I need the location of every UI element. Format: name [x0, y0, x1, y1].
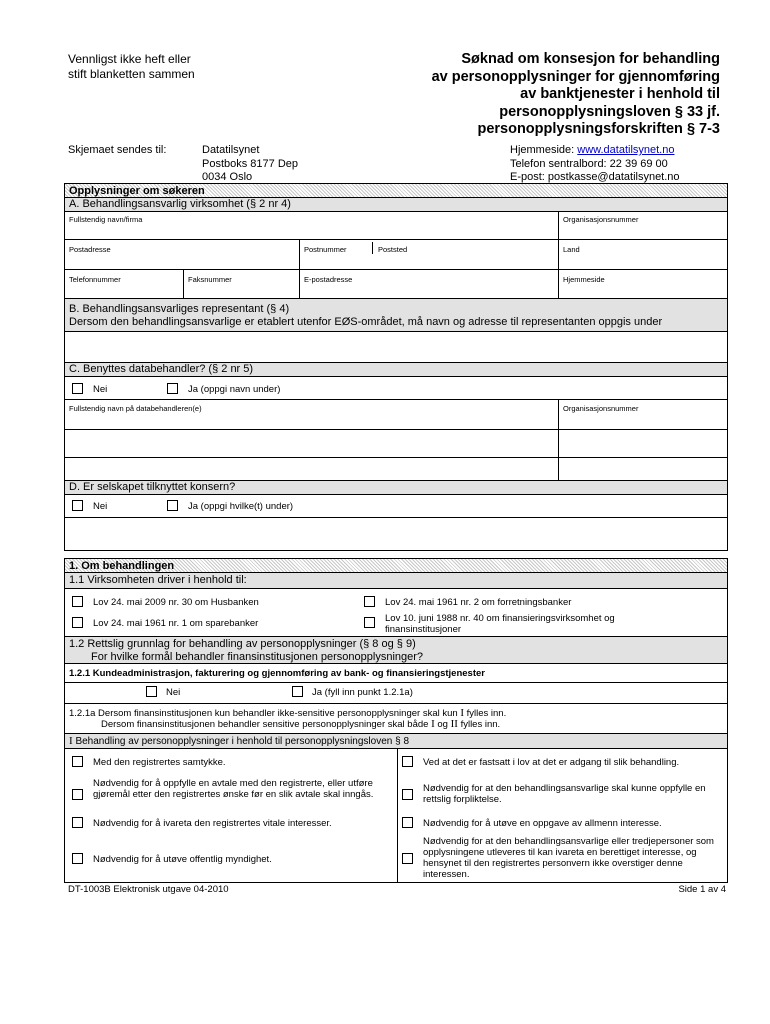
form-title-line: Søknad om konsesjon for behandling — [461, 51, 720, 67]
checkbox-c-no-label: Nei — [93, 384, 108, 395]
field-label-email: E-postadresse — [304, 275, 353, 284]
checkbox-121-yes[interactable] — [292, 686, 303, 697]
text: 1.2.1a Dersom finansinstitusjonen kun behandler ikke-sensitive personopplysninger skal kun — [69, 708, 458, 719]
send-to-label: Skjemaet sendes til: — [68, 144, 167, 156]
binding-notice-line: stift blanketten sammen — [68, 67, 195, 81]
field-label-poststed: Poststed — [378, 245, 408, 254]
option-public-authority: Nødvendig for å utøve offentlig myndighet. — [93, 854, 272, 865]
section-b-title: B. Behandlingsansvarliges representant (§ 4) — [69, 303, 290, 315]
form-title — [360, 51, 720, 139]
field-label-land: Land — [563, 245, 580, 254]
checkbox-d-yes[interactable] — [167, 500, 178, 511]
form-title-line: av personopplysninger for gjennomføring — [431, 68, 720, 85]
recipient-address — [202, 144, 298, 185]
law-husbanken-label: Lov 24. mai 2009 nr. 30 om Husbanken — [93, 597, 259, 608]
option-consent: Med den registrertes samtykke. — [93, 757, 226, 768]
form-id: DT-1003B Elektronisk utgave 04-2010 — [68, 884, 229, 895]
field-label-postaddr: Postadresse — [69, 245, 111, 254]
roman-numeral: I — [460, 707, 464, 719]
section-i-title: Behandling av personopplysninger i henhold til personopplysningsloven § 8 — [75, 736, 410, 747]
fax-input[interactable] — [184, 269, 298, 298]
option-by-law: Ved at det er fastsatt i lov at det er adgang til slik behandling. — [423, 757, 680, 768]
text: og — [437, 719, 448, 730]
checkbox-d-no[interactable] — [72, 500, 83, 511]
postaddr-input[interactable] — [65, 239, 298, 269]
checkbox-c-yes-label: Ja (oppgi navn under) — [188, 384, 281, 395]
field-label-processor-orgnr: Organisasjonsnummer — [563, 404, 639, 413]
applicant-section — [64, 183, 728, 551]
section-1-2-1-title: 1.2.1 Kundeadministrasjon, fakturering og gjennomføring av bank- og finansieringstjenester — [69, 668, 485, 679]
field-label-name: Fullstendig navn/firma — [69, 215, 143, 224]
checkbox-121-yes-label: Ja (fyll inn punkt 1.2.1a) — [312, 687, 413, 698]
checkbox-law-husbanken[interactable] — [72, 596, 83, 607]
orgnr-input[interactable] — [559, 212, 727, 239]
text: Dersom finansinstitusjonen behandler sensitive personopplysninger skal både — [101, 719, 429, 730]
homepage-label: Hjemmeside: — [510, 144, 575, 156]
section-1 — [64, 558, 728, 883]
section-d-title: D. Er selskapet tilknyttet konsern? — [65, 480, 727, 495]
checkbox-d-yes-label: Ja (oppgi hvilke(t) under) — [188, 501, 294, 512]
name-input[interactable] — [65, 212, 557, 239]
representative-input[interactable] — [65, 332, 727, 362]
option-vital-interests: Nødvendig for å ivareta den registrertes vitale interesser. — [93, 818, 332, 829]
law-sparebanker-label: Lov 24. mai 1961 nr. 1 om sparebanker — [93, 618, 259, 629]
option-legitimate-interest: Nødvendig for at den behandlingsansvarlige eller tredjepersoner som opplysningene utleveres til kan ivareta en berettiget interesse, og hensynet til den registrertes personvern ikke overstiger denne interessen. — [423, 836, 714, 880]
address-line: Datatilsynet — [202, 144, 260, 156]
option-public-interest: Nødvendig for å utøve en oppgave av allmenn interesse. — [423, 818, 662, 829]
divider — [65, 703, 727, 704]
divider — [65, 399, 727, 400]
checkbox-121-no-label: Nei — [166, 687, 181, 698]
checkbox-law-forretningsbanker[interactable] — [364, 596, 375, 607]
divider — [397, 749, 398, 882]
checkbox-legal-obligation[interactable] — [402, 789, 413, 800]
checkbox-law-finansiering[interactable] — [364, 617, 375, 628]
phone-input[interactable] — [65, 269, 182, 298]
land-input[interactable] — [559, 239, 727, 269]
section-1-2-1a-line2 — [101, 719, 500, 730]
section-1-2-title: 1.2 Rettslig grunnlag for behandling av personopplysninger (§ 8 og § 9) — [69, 638, 416, 650]
law-forretningsbanker-label: Lov 24. mai 1961 nr. 2 om forretningsbanker — [385, 597, 572, 608]
section-a-title: A. Behandlingsansvarlig virksomhet (§ 2 nr 4) — [65, 198, 727, 212]
roman-numeral: I — [69, 735, 73, 747]
field-label-processor-name: Fullstendig navn på databehandleren(e) — [69, 404, 202, 413]
homepage-input[interactable] — [559, 269, 727, 298]
processor-name-input-2[interactable] — [65, 457, 557, 480]
checkbox-public-interest[interactable] — [402, 817, 413, 828]
applicant-header: Opplysninger om søkeren — [65, 184, 727, 198]
section-1-header: 1. Om behandlingen — [65, 559, 727, 573]
homepage-row — [510, 144, 680, 158]
email-text: E-post: postkasse@datatilsynet.no — [510, 171, 680, 183]
roman-numeral: I — [431, 718, 435, 730]
checkbox-public-authority[interactable] — [72, 853, 83, 864]
text: fylles inn. — [466, 708, 507, 719]
group-companies-input[interactable] — [65, 517, 727, 550]
law-finansiering-label: Lov 10. juni 1988 nr. 40 om finansieringsvirksomhet og finansinstitusjoner — [385, 613, 615, 635]
section-1-2-header — [65, 636, 727, 664]
binding-notice-line: Vennligst ikke heft eller — [68, 52, 191, 66]
page-number: Side 1 av 4 — [678, 884, 726, 895]
field-label-homepage: Hjemmeside — [563, 275, 605, 284]
section-1-2-1a-line1 — [69, 708, 506, 719]
checkbox-121-no[interactable] — [146, 686, 157, 697]
field-label-orgnr: Organisasjonsnummer — [563, 215, 639, 224]
option-legal-obligation: Nødvendig for at den behandlingsansvarlige skal kunne oppfylle en rettslig forpliktelse. — [423, 783, 706, 805]
section-b-desc: Dersom den behandlingsansvarlige er etablert utenfor EØS-området, må navn og adresse til representanten oppgis under — [69, 316, 663, 328]
field-label-postnr: Postnummer — [304, 245, 347, 254]
checkbox-law-sparebanker[interactable] — [72, 617, 83, 628]
text: fylles inn. — [460, 719, 501, 730]
postnr-poststed-input[interactable] — [300, 239, 557, 269]
checkbox-c-yes[interactable] — [167, 383, 178, 394]
section-i-header — [65, 733, 727, 749]
form-title-line: personopplysningsloven § 33 jf. — [499, 103, 720, 120]
processor-orgnr-input-2[interactable] — [559, 457, 727, 480]
checkbox-vital-interests[interactable] — [72, 817, 83, 828]
section-c-title: C. Benyttes databehandler? (§ 2 nr 5) — [65, 362, 727, 377]
address-line: Postboks 8177 Dep — [202, 157, 299, 170]
address-line: 0034 Oslo — [202, 171, 253, 183]
form-title-line: personopplysningsforskriften § 7-3 — [477, 121, 720, 137]
divider — [65, 682, 727, 683]
section-1-2-subtitle: For hvilke formål behandler finansinstitusjonen personopplysninger? — [91, 651, 424, 663]
roman-numeral: II — [450, 718, 458, 730]
option-contract: Nødvendig for å oppfylle en avtale med den registrerte, eller utføre gjøremål etter den registrertes ønske før en slik avtale skal inngås. — [93, 778, 374, 800]
section-1-1-title: 1.1 Virksomheten driver i henhold til: — [65, 573, 727, 589]
checkbox-consent[interactable] — [72, 756, 83, 767]
processor-orgnr-input[interactable] — [559, 429, 727, 457]
phone-text: Telefon sentralbord: 22 39 69 00 — [510, 157, 668, 170]
checkbox-by-law[interactable] — [402, 756, 413, 767]
section-b-header — [65, 298, 727, 332]
checkbox-c-no[interactable] — [72, 383, 83, 394]
contact-info — [510, 144, 680, 185]
checkbox-legitimate-interest[interactable] — [402, 853, 413, 864]
processor-name-input[interactable] — [65, 429, 557, 457]
checkbox-contract[interactable] — [72, 789, 83, 800]
checkbox-d-no-label: Nei — [93, 501, 108, 512]
field-label-fax: Faksnummer — [188, 275, 232, 284]
binding-notice — [68, 52, 268, 82]
homepage-link[interactable]: www.datatilsynet.no — [577, 144, 675, 156]
field-label-phone: Telefonnummer — [69, 275, 121, 284]
email-input[interactable] — [300, 269, 557, 298]
form-title-line: av banktjenester i henhold til — [520, 86, 720, 102]
